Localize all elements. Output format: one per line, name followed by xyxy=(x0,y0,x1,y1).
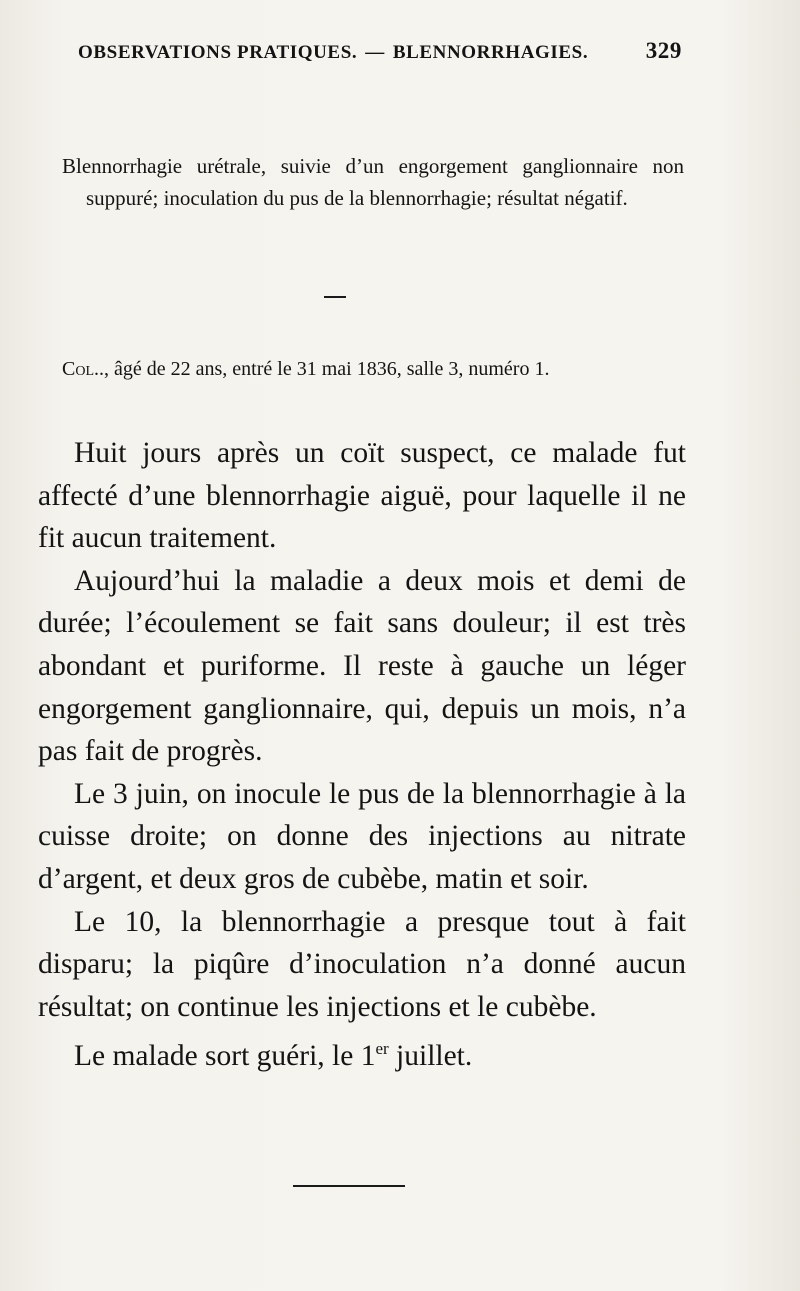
end-divider xyxy=(293,1185,405,1187)
paragraph: Le 3 juin, on inocule le pus de la blennorrhagie à la cuisse droite; on donne des injections au nitrate d’argent, et deux gros de cubèbe, matin et soir. xyxy=(38,777,686,895)
patient-details: , âgé de 22 ans, entré le 31 mai 1836, salle 3, numéro 1. xyxy=(104,358,550,380)
final-text-end: juillet. xyxy=(388,1040,473,1073)
final-superscript: er xyxy=(375,1039,389,1059)
observation-title: Blennorrhagie urétrale, suivie d’un engorgement ganglionnaire non suppuré; inoculation du pus de la blennorrhagie; résultat négatif. xyxy=(62,154,684,210)
paragraph: Le 10, la blennorrhagie a presque tout à fait disparu; la piqûre d’inoculation n’a donné aucun résultat; on continue les injections et le cubèbe. xyxy=(38,905,686,1023)
case-body xyxy=(38,432,686,1078)
paragraph: Aujourd’hui la maladie a deux mois et demi de durée; l’écoulement se fait sans douleur; il est très abondant et puriforme. Il reste à gauche un léger engorgement ganglionnaire, qui, depuis un mois, n’a pas fait de progrès. xyxy=(38,564,686,768)
running-head-section: OBSERVATIONS PRATIQUES. xyxy=(78,42,358,63)
running-head xyxy=(78,38,682,64)
patient-line xyxy=(62,355,684,383)
running-head-separator: — xyxy=(365,42,385,63)
paragraph-final xyxy=(38,1028,686,1077)
running-head-topic: BLENNORRHAGIES. xyxy=(392,42,589,63)
final-text: Le malade sort guéri, le 1 xyxy=(74,1040,376,1073)
title-divider xyxy=(324,296,346,298)
paragraph: Huit jours après un coït suspect, ce malade fut affecté d’une blennorrhagie aiguë, pour laquelle il ne fit aucun traitement. xyxy=(38,437,686,555)
patient-name: Col.. xyxy=(62,358,105,380)
page-number: 329 xyxy=(645,38,682,63)
